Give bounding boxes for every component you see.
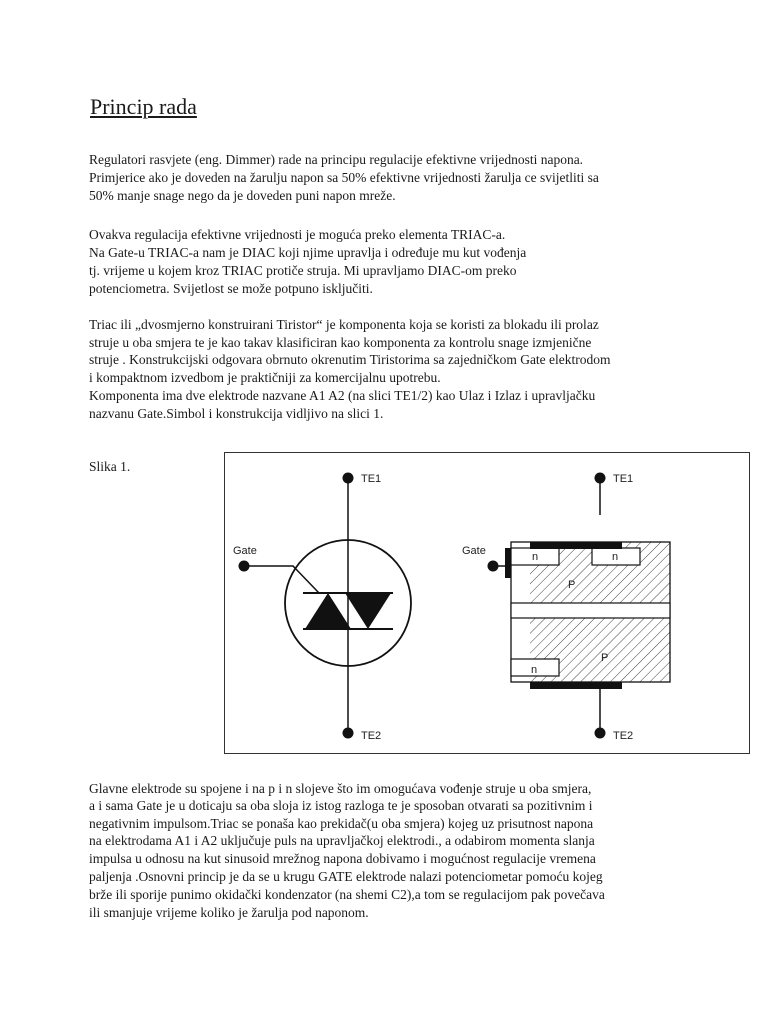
text-line: 50% manje snage nego da je doveden puni napon mreže. (89, 188, 396, 203)
text-line: impulsa u odnosu na kut sinusoid mrežnog napona dobivamo i mogućnost regulacije vremena (89, 851, 596, 866)
bottom-electrode (530, 682, 622, 689)
construction-te1-label: TE1 (613, 473, 634, 485)
triac-construction (462, 473, 670, 743)
text-line: ili smanjuje vrijeme koliko je žarulja pod naponom. (89, 905, 369, 920)
construction-gate-dot (488, 561, 499, 572)
gate-wire (244, 566, 319, 593)
text-line: Komponenta ima dve elektrode nazvane A1 A2 (na slici TE1/2) kao Ulaz i Izlaz i upravljačku (89, 388, 596, 403)
gate-electrode (505, 548, 511, 578)
top-electrode (530, 542, 622, 549)
gate-label: Gate (233, 545, 257, 557)
text-line: Ovakva regulacija efektivne vrijednosti je moguća preko elementa TRIAC-a. (89, 227, 506, 242)
triac-symbol (233, 473, 411, 743)
construction-gate-label: Gate (462, 545, 486, 557)
te2-label: TE2 (361, 730, 382, 742)
triac-diagram (225, 453, 751, 755)
gate-terminal-dot (239, 561, 250, 572)
te1-label: TE1 (361, 473, 382, 485)
text-line: Primjerice ako je doveden na žarulju napon sa 50% efektivne vrijednosti žarulja ce svijetliti sa (89, 170, 599, 185)
text-line: brže ili sporije punimo okidački kondenzator (na shemi C2),a tom se regulacijom pak povečava (89, 887, 605, 902)
page-title: Princip rada (90, 94, 197, 119)
p-top-label: P (568, 579, 576, 591)
te1-terminal-dot (343, 473, 354, 484)
n-bottom-label: n (531, 664, 538, 676)
construction-te2-label: TE2 (613, 730, 634, 742)
n-top-left-label: n (532, 551, 539, 563)
text-line: nazvanu Gate.Simbol i konstrukcija vidljivo na slici 1. (89, 406, 384, 421)
figure-label: Slika 1. (89, 459, 131, 474)
text-line: paljenja .Osnovni princip je da se u krugu GATE elektrode nalazi potenciometar pomoću kojeg (89, 869, 603, 884)
text-line: negativnim impulsom.Triac se ponaša kao prekidač(u oba smjera) kojeg uz prisutnost napona (89, 816, 594, 831)
text-line: Glavne elektrode su spojene i na p i n slojeve što im omogućava vođenje struje u oba smjera, (89, 781, 592, 796)
text-line: Regulatori rasvjete (eng. Dimmer) rade na principu regulacije efektivne vrijednosti napona. (89, 152, 584, 167)
text-line: a i sama Gate je u doticaju sa oba sloja iz istog razloga te je sposoban otvarati sa pozitivnim i (89, 798, 593, 813)
text-line: potenciometra. Svijetlost se može potpuno isključiti. (89, 281, 373, 296)
n-top-right-label: n (612, 551, 619, 563)
symbol-triangle-down (345, 593, 391, 629)
text-line: tj. vrijeme u kojem kroz TRIAC protiče struja. Mi upravljamo DIAC-om preko (89, 263, 517, 278)
n-middle-layer (511, 603, 670, 618)
construction-te1-dot (595, 473, 606, 484)
text-line: struje . Konstrukcijski odgovara obrnuto okrenutim Tiristorima sa zajedničkom Gate elektrodom (89, 352, 611, 367)
p-bottom-label: P (601, 652, 609, 664)
text-line: na elektrodama A1 i A2 uključuje puls na upravljačkoj elektrodi., a odabirom momenta slanja (89, 833, 595, 848)
text-line: Triac ili „dvosmjerno konstruirani Tiristor“ je komponenta koja se koristi za blokadu ili prolaz (89, 317, 599, 332)
text-line: i kompaktnom izvedbom je praktičniji za komercijalnu upotrebu. (89, 370, 441, 385)
symbol-triangle-up (305, 593, 351, 629)
construction-te2-dot (595, 728, 606, 739)
te2-terminal-dot (343, 728, 354, 739)
triac-figure (224, 452, 750, 754)
text-line: struje u oba smjera te je kao takav klasificiran kao komponenta za kontrolu snage izmjenične (89, 335, 592, 350)
text-line: Na Gate-u TRIAC-a nam je DIAC koji njime upravlja i određuje mu kut vođenja (89, 245, 527, 260)
